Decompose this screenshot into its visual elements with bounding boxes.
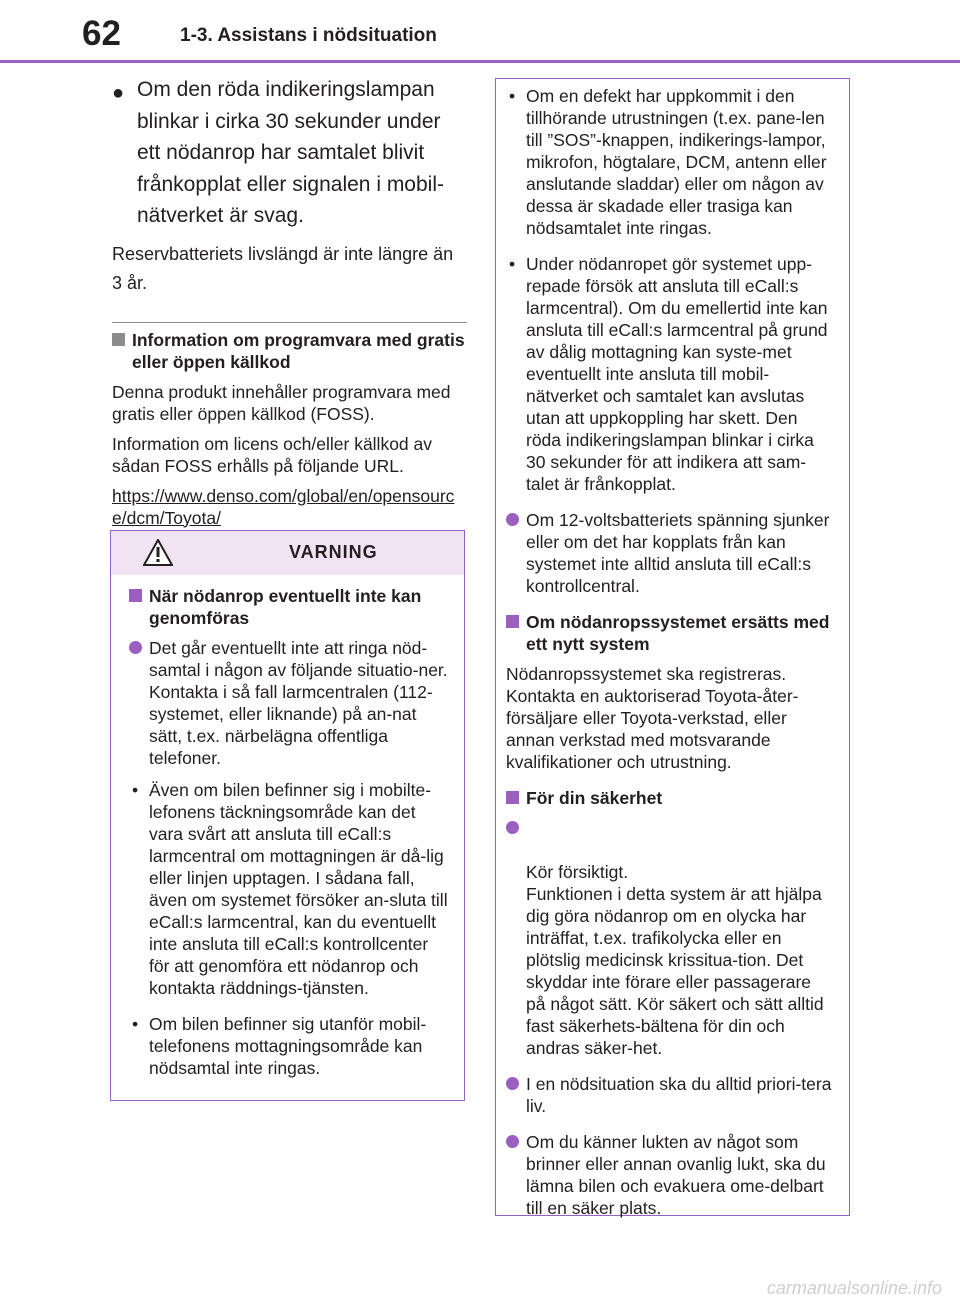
safety-item-text: I en nödsituation ska du alltid priori-tera liv. — [526, 1074, 832, 1116]
square-bullet-icon — [129, 589, 142, 602]
warning-bullet — [129, 1013, 448, 1079]
foss-paragraph-2: Information om licens och/eller källkod av sådan FOSS erhålls på följande URL. — [112, 433, 433, 476]
right-bullet — [506, 253, 833, 495]
replace-text: Nödanropssystemet ska registreras. Kontakta en auktoriserad Toyota-åter-försäljare eller Toyota-verkstad, eller annan verkstad med motsvarande kvalifikationer och utrustning. — [506, 664, 799, 772]
warning-heading-text: När nödanrop eventuellt inte kan genomföras — [149, 586, 422, 628]
foss-paragraph-1: Denna produkt innehåller programvara med gratis eller öppen källkod (FOSS). — [112, 381, 451, 424]
lead-bullet — [112, 74, 467, 232]
page-number: 62 — [82, 14, 121, 53]
warning-body — [111, 585, 464, 1079]
foss-url-link[interactable]: https://www.denso.com/global/en/opensource/dcm/Toyota/ — [112, 485, 455, 528]
warning-title: VARNING — [289, 542, 378, 562]
lead-bullet-text: Om den röda indikeringslampan blinkar i cirka 30 sekunder under ett nödanrop har samtalet blivit frånkopplat eller signalen i mobil-nätverket är svag. — [137, 78, 444, 227]
foss-heading — [112, 329, 467, 373]
left-column — [112, 70, 467, 529]
warning-bullet-text: Även om bilen befinner sig i mobilte-lefonens täckningsområde kan det vara svårt att ansluta till eCall:s larmcentral om mottagningen är då-lig eller linjen upptagen. I sådana fall, även om systemet försöker an-sluta till eCall:s larmcentral, kan du eventuellt inte ansluta till eCall:s kontrollcenter för att genomföra ett nödanrop och kontakta räddnings-tjänsten. — [149, 780, 448, 998]
safety-item-text: Om du känner lukten av något som brinner eller annan ovanlig lukt, ska du lämna bilen och evakuera ome-delbart till en säker plats. — [526, 1132, 826, 1218]
safety-heading-text: För din säkerhet — [526, 788, 663, 808]
battery-note: Reservbatteriets livslängd är inte längre än 3 år. — [112, 243, 454, 293]
right-info-box — [495, 78, 850, 1216]
replace-heading-text: Om nödanropssystemet ersätts med ett nytt system — [526, 612, 830, 654]
right-bullet-text: Under nödanropet gör systemet upp-repade försök att ansluta till eCall:s larmcentral). Om du emellertid inte kan ansluta till eCall:s larmcentral på grund av dålig mottagning kan syste-met eventuellt inte ansluta till mobil-nätverket och samtalet kan avslutas utan att uppkoppling har skett. Den röda indikeringslampan blinkar i cirka 30 sekunder för att indikera att sam-talet är frånkopplat. — [526, 254, 828, 494]
bullet-dot-icon: • — [132, 780, 139, 800]
circle-bullet-icon — [506, 1135, 519, 1148]
section-title: 1-3. Assistans i nödsituation — [180, 25, 437, 46]
warning-box — [110, 530, 465, 1101]
warning-bullet — [129, 779, 448, 999]
warning-header — [111, 531, 464, 575]
safety-item — [506, 817, 833, 1059]
voltage-item — [506, 509, 833, 597]
circle-bullet-icon — [506, 513, 519, 526]
warning-circle-text: Det går eventuellt inte att ringa nöd-samtal i någon av följande situatio-ner. Kontakta i så fall larmcentralen (112-systemet, eller liknande) på an-nat sätt, t.ex. närbelägna offentliga telefoner. — [149, 638, 448, 768]
safety-heading — [506, 787, 833, 809]
circle-bullet-icon — [506, 821, 519, 834]
right-bullet-text: Om en defekt har uppkommit i den tillhörande utrustningen (t.ex. pane-len till ”SOS”-knappen, indikerings-lampor, mikrofon, högtalare, DCM, antenn eller anslutande sladdar) eller om någon av dessa är skadade eller trasiga kan nödsamtalet inte ringas. — [526, 86, 827, 238]
warning-heading — [129, 585, 448, 629]
page-header — [0, 0, 960, 62]
foss-heading-text: Information om programvara med gratis eller öppen källkod — [132, 329, 465, 372]
bullet-dot-icon: • — [132, 1014, 139, 1034]
warning-circle-item — [129, 637, 448, 769]
safety-item-text: Kör försiktigt. Funktionen i detta system är att hjälpa dig göra nödanrop om en olycka har inträffat, t.ex. trafikolycka eller en plötslig medicinsk krissitua-tion. Det skyddar inte förare eller passagerare på något sätt. Kör säkert och sätt alltid fast säkerhets-bältena för din och andras säker-het. — [526, 862, 824, 1058]
watermark: carmanualsonline.info — [766, 1278, 942, 1298]
warning-triangle-icon — [143, 539, 173, 566]
circle-bullet-icon — [129, 641, 142, 654]
bullet-dot-icon: ● — [112, 82, 125, 104]
warning-bullet-text: Om bilen befinner sig utanför mobil-telefonens mottagningsområde kan nödsamtal inte ringas. — [149, 1014, 427, 1078]
safety-item — [506, 1073, 833, 1117]
right-bullet — [506, 85, 833, 239]
circle-bullet-icon — [506, 1077, 519, 1090]
bullet-dot-icon: • — [509, 86, 516, 106]
bullet-dot-icon: • — [509, 254, 516, 274]
square-bullet-icon — [506, 791, 519, 804]
square-bullet-icon — [506, 615, 519, 628]
header-rule — [0, 60, 960, 63]
safety-item — [506, 1131, 833, 1219]
section-divider — [112, 322, 467, 323]
square-bullet-icon — [112, 333, 125, 346]
voltage-item-text: Om 12-voltsbatteriets spänning sjunker eller om det har kopplats från kan systemet inte alltid ansluta till eCall:s kontrollcentral. — [526, 510, 830, 596]
replace-heading — [506, 611, 833, 655]
